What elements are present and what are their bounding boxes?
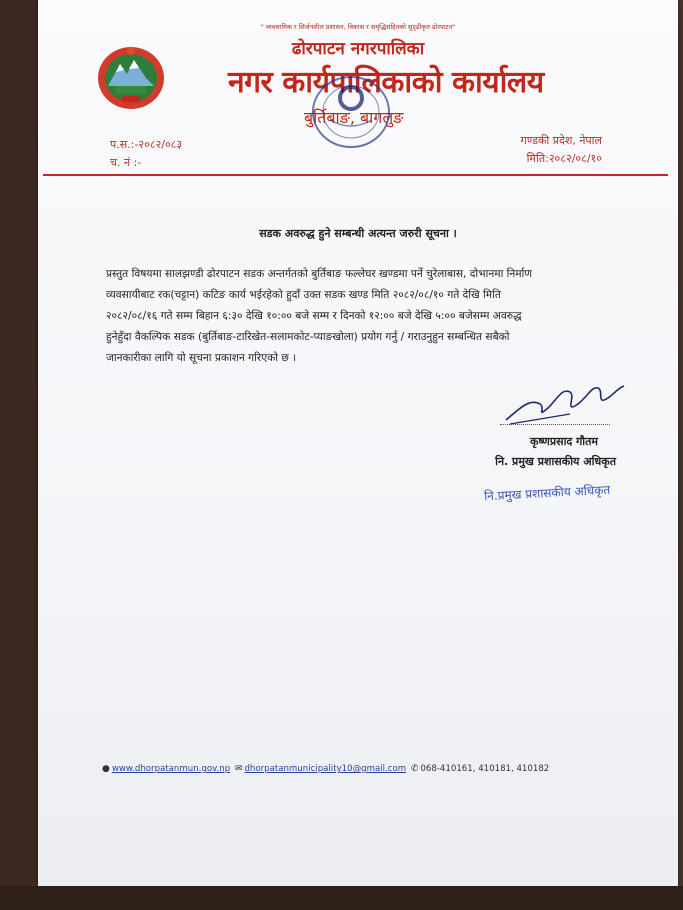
letter-date: मिति:२०८२/०८/१० — [526, 152, 602, 165]
office-location: बुर्तिबाङ, बागलुङ — [304, 108, 404, 127]
email-link[interactable]: dhorpatanmunicipality10@gmail.com — [244, 764, 407, 774]
phone-icon: ✆ — [410, 764, 419, 774]
office-round-stamp — [308, 72, 394, 152]
nepal-emblem-logo — [94, 42, 168, 114]
province: गण्डकी प्रदेश, नेपाल — [520, 134, 602, 147]
dispatch-number: च. नं :- — [110, 156, 142, 169]
notice-body — [106, 264, 676, 369]
motto: " व्यवसायिक र सिर्जनशील प्रशासन, विकास र समृद्धिसहितको सुदृढीकृत ढोरपाटन" — [260, 23, 456, 31]
letter-number: प.स.:-२०८२/०८३ — [110, 138, 183, 151]
letter-address-date — [521, 132, 602, 168]
mail-icon: ✉ — [234, 764, 243, 774]
signatory-title: नि. प्रमुख प्रशासकीय अधिकृत — [495, 455, 616, 468]
contact-footer — [100, 764, 549, 774]
notice-line: २०८२/०८/१६ गते सम्म बिहान ६:३० देखि १०:०० बजे सम्म र दिनको १२:०० बजे देखि ५:०० बजेसम्म अवरुद्ध — [106, 310, 522, 322]
letter-reference — [110, 136, 182, 172]
designation-stamp: नि.प्रमुख प्रशासकीय अधिकृत — [483, 482, 611, 504]
header-divider — [43, 174, 668, 176]
notice-line: व्यवसायीबाट रक(चट्टान) कटिङ कार्य भईरहेको हुदाँ उक्त सडक खण्ड मिति २०८२/०८/१० गते देखि मिति — [106, 289, 501, 301]
notice-line: हुनेहुँदा वैकल्पिक सडक (बुर्तिबाङ-टारिखेत-सलामकोट-प्याङखोला) प्रयोग गर्नु / गराउनुहुन सम्बन्धित सबैको — [106, 331, 510, 343]
desk-background — [0, 886, 683, 910]
signatory-name: कृष्णप्रसाद गौतम — [529, 435, 598, 448]
website-link[interactable]: www.dhorpatanmun.gov.np — [111, 764, 231, 774]
phone-numbers: 068-410161, 410181, 410182 — [420, 764, 550, 774]
municipality-name: ढोरपाटन नगरपालिका — [291, 39, 425, 59]
globe-icon: ● — [102, 764, 110, 774]
letter-page — [38, 0, 678, 886]
signature-line — [500, 424, 610, 425]
notice-subject: सडक अवरुद्ध हुने सम्बन्धी अत्यन्त जरुरी सूचना । — [259, 227, 457, 240]
notice-line: जानकारीका लागि यो सूचना प्रकाशन गरिएको छ । — [106, 352, 297, 364]
notice-line: प्रस्तुत विषयमा सालझण्डी ढोरपाटन सडक अन्तर्गतको बुर्तिबाङ फल्लेघर खण्डमा पर्ने चुरेलाबास, दोभानमा निर्माण — [106, 268, 533, 280]
office-title: नगर कार्यपालिकाको कार्यालय — [228, 65, 544, 100]
handwritten-signature — [500, 378, 630, 428]
